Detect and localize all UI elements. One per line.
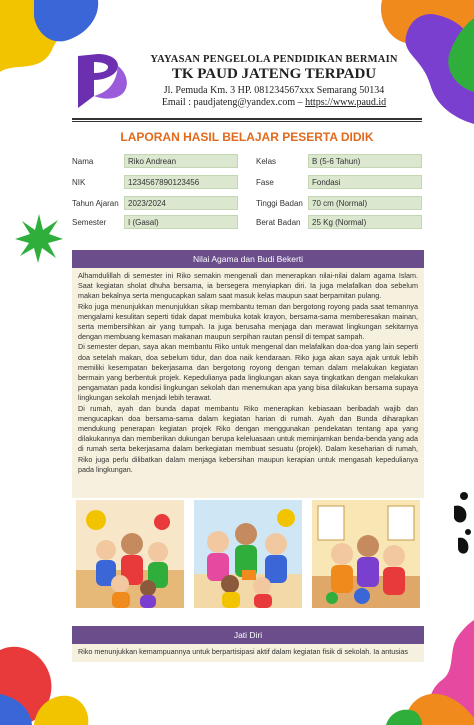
decor-blob-blue-bottom-left-icon bbox=[0, 694, 36, 725]
info-value-weight: 25 Kg (Normal) bbox=[308, 215, 422, 229]
institution-header bbox=[136, 54, 412, 108]
school-address: Jl. Pemuda Km. 3 HP. 081234567xxx Semarang 50134 bbox=[163, 85, 385, 96]
illustration-children-playing-1 bbox=[76, 500, 184, 608]
decor-blob-green-right-icon bbox=[424, 18, 474, 92]
info-value-phase: Fondasi bbox=[308, 175, 422, 189]
paragraph-2: Riko juga menunjukkan menunjukkan sikap membantu teman dan bergotong royong pada saat temannya mengalami kesulitan seperti tidak dapat membuka kotak krayon, bersama-sama memberesakan mainan, serta membersihkan air yang tumpah. Ia juga berusaha menjaga dan merawat lingkungan sekitarnya dengan membuang kemasan makanan maupun serpihan rautan pensil di tempat sampah. bbox=[78, 301, 418, 342]
illustration-children-playing-2 bbox=[194, 500, 302, 608]
paragraph-identity: Riko menunjukkan kemampuannya untuk berpartisipasi aktif dalam kegiatan fisik di sekolah. Ia antusias bbox=[78, 647, 409, 656]
decor-blob-green-bottom-right-icon bbox=[382, 704, 422, 725]
school-email: Email : paudjateng@yandex.com – bbox=[161, 97, 306, 108]
report-title: LAPORAN HASIL BELAJAR PESERTA DIDIK bbox=[120, 130, 374, 144]
info-value-semester: I (Gasal) bbox=[124, 215, 238, 229]
decor-splash-green-left-icon bbox=[14, 212, 64, 264]
activity-illustrations bbox=[76, 500, 420, 608]
info-value-year: 2023/2024 bbox=[124, 196, 238, 210]
decor-blob-blue-top-left-icon bbox=[28, 0, 108, 52]
header-rule-thick bbox=[72, 118, 422, 120]
paragraph-1: Alhamdulillah di semester ini Riko semakin mengenali dan menerapkan nilai-nilai dalam agama Islam. Saat kegiatan sholat dhuha bersama, ia bersegera menyiapkan diri. Ia juga melafalkan doa sebelum makan bekalnya serta mengucapkan salam saat masuk kelas maupun saat berpamitan pulang. bbox=[78, 271, 418, 301]
decor-blob-yellow-bottom-left-icon bbox=[30, 690, 90, 725]
info-value-height: 70 cm (Normal) bbox=[308, 196, 422, 210]
info-label-weight: Berat Badan bbox=[256, 218, 301, 227]
info-value-class: B (5-6 Tahun) bbox=[308, 154, 422, 168]
school-logo-icon bbox=[74, 54, 132, 110]
section-body-religion-ethics bbox=[72, 268, 424, 498]
section-heading-self-identity: Jati Diri bbox=[72, 626, 424, 644]
info-label-class: Kelas bbox=[256, 157, 277, 166]
section-heading-religion-ethics: Nilai Agama dan Budi Bekerti bbox=[72, 250, 424, 268]
info-label-nik: NIK bbox=[72, 178, 86, 187]
info-label-phase: Fase bbox=[256, 178, 274, 187]
info-label-name: Nama bbox=[72, 157, 94, 166]
info-value-name: Riko Andrean bbox=[124, 154, 238, 168]
foundation-name: YAYASAN PENGELOLA PENDIDIKAN BERMAIN bbox=[150, 54, 398, 65]
school-contact bbox=[136, 97, 412, 108]
header-rule-thin bbox=[72, 121, 422, 122]
school-website-link[interactable]: https://www.paud.id bbox=[305, 97, 387, 108]
info-label-semester: Semester bbox=[72, 218, 107, 227]
paragraph-4: Di rumah, ayah dan bunda dapat membantu Riko menerapkan kebiasaan beribadah wajib dan mengucapkan doa bersama-sama dalam kegiatan harian di rumah. Ayah dan Bunda diharapkan mendukung penerapan kegiatan projek Riko dengan menggunakan pendekatan tentang apa yang dilakukannya dan memberikan dukungan berupa keleluasaan untuk meminjamkan benda-benda yang ada di rumah serta bekerjasama dalam berkegiatan membuat sesuatu (projek). Dalam keseharian di rumah, Riko juga perlu dilibatkan dalam menjaga kebersihan maupun kerapian untuk mengasah kepedulianya pada lingkungan. bbox=[78, 403, 418, 474]
paragraph-3: Di semester depan, saya akan membantu Riko untuk mengenal dan melafalkan doa-doa yang lain seperti doa setelah makan, doa sebelum tidur, dan doa naik kendaraan. Riko juga akan saya ajak untuk lebih memiliki kesempatan bekerjasama dan bergotong royong dengan teman dalam melakukan kegiatan bermain yang berbentuk projek. Kepedulianya pada lingkungan akan saya tingkatkan dengan melakukan pengamatan pada kondisi lingkungan sekolah dan menemukan apa yang bisa dilakukan bersama supaya lingkungan sekolah menjadi lebih terawat. bbox=[78, 342, 418, 403]
info-label-year: Tahun Ajaran bbox=[72, 199, 119, 208]
section-body-self-identity bbox=[72, 644, 424, 662]
info-label-height: Tinggi Badan bbox=[256, 199, 303, 208]
info-value-nik: 1234567890123456 bbox=[124, 175, 238, 189]
school-name: TK PAUD JATENG TERPADU bbox=[171, 66, 377, 82]
decor-splash-black-right-icon bbox=[440, 488, 474, 558]
illustration-children-playing-3 bbox=[312, 500, 420, 608]
